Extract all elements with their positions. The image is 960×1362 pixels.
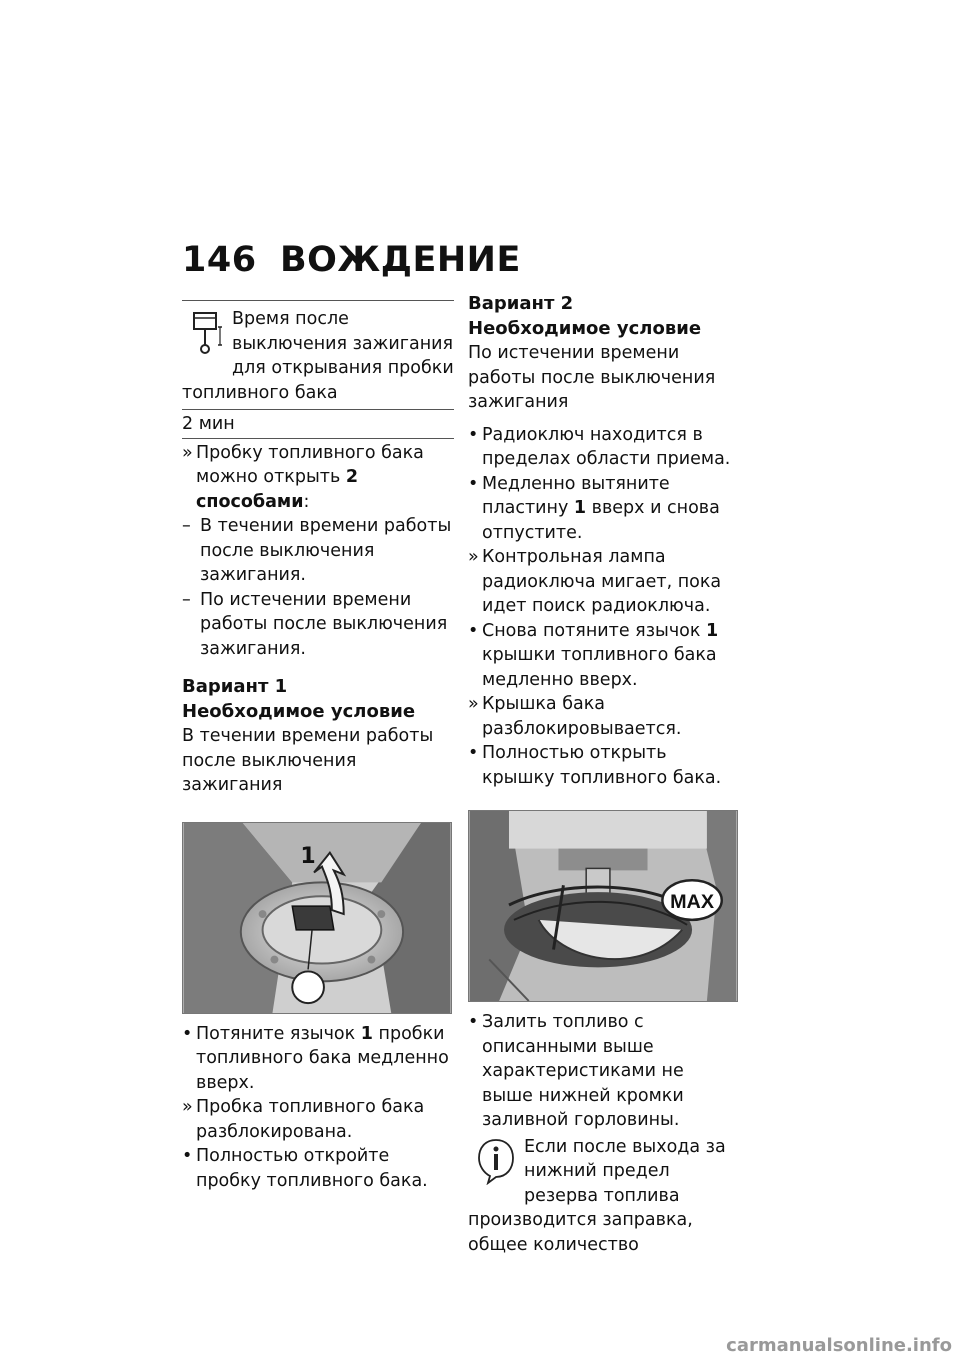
max-label: MAX <box>670 890 715 913</box>
variant-heading: Вариант 2 <box>468 293 574 314</box>
condition-heading: Необходимое условие <box>182 700 416 722</box>
result-arrow-icon: » <box>182 1097 193 1117</box>
list-item: • Потяните язычок 1 пробки топливного бака медленно вверх. <box>182 1023 449 1093</box>
list-item: » Контрольная лампа радиоключа мигает, пока идет поиск радиоключа. <box>468 547 722 616</box>
condition-text: По истечении времени работы после выключения зажигания <box>468 343 716 412</box>
fuel-filler-neck-photo <box>468 810 738 1002</box>
variant-heading: Вариант 1 <box>182 676 288 697</box>
result-arrow-icon: » <box>468 547 479 567</box>
info-note <box>468 1135 740 1258</box>
result-arrow-icon: » <box>468 694 479 714</box>
photo-callout-number: 1 <box>300 844 316 869</box>
list-item: • Медленно вытяните пластину 1 вверх и снова отпустите. <box>468 473 720 543</box>
section-title: ВОЖДЕНИЕ <box>280 240 521 280</box>
bullet-icon: • <box>468 473 479 494</box>
bullet-icon: • <box>468 620 479 641</box>
list-item: • Полностью откройте пробку топливного бака. <box>182 1146 428 1191</box>
time-note-text: Время после выключения зажигания для открывания пробки топливного бака <box>182 309 454 403</box>
list-item: » Крышка бака разблокировывается. <box>468 694 682 739</box>
page-header <box>182 240 521 280</box>
dash-bullet-icon: – <box>182 589 191 610</box>
result-arrow-icon: » <box>182 442 193 463</box>
page-number: 146 <box>182 240 257 280</box>
left-column <box>182 300 454 1193</box>
time-note-box <box>182 300 454 439</box>
right-column <box>468 292 740 1257</box>
bullet-icon: • <box>182 1023 193 1044</box>
bullet-icon: • <box>468 424 479 445</box>
dash-bullet-icon: – <box>182 516 191 536</box>
list-item: • Снова потяните язычок 1 крышки топливного бака медленно вверх. <box>468 620 719 690</box>
info-note-text: Если после выхода за нижний предел резерва топлива производится заправка, общее количество <box>468 1136 726 1255</box>
condition-text: В течении времени работы после выключения зажигания <box>182 726 434 795</box>
list-item: » Пробку топливного бака можно открыть 2 способами: <box>182 442 424 512</box>
list-item: – В течении времени работы после выключения зажигания. <box>182 516 452 585</box>
bullet-icon: • <box>468 1012 479 1032</box>
condition-heading: Необходимое условие <box>468 317 702 339</box>
engine-piston-icon <box>182 307 226 357</box>
footer-watermark: carmanualsonline.info <box>726 1335 952 1356</box>
bold-emphasis: 2 способами <box>196 467 359 512</box>
list-item: • Залить топливо с описанными выше характеристиками не выше нижней кромки заливной горловины. <box>468 1012 684 1130</box>
list-item: – По истечении времени работы после выключения зажигания. <box>182 589 448 659</box>
bullet-icon: • <box>182 1146 193 1166</box>
info-icon <box>476 1137 516 1185</box>
bullet-icon: • <box>468 743 479 763</box>
list-item: » Пробка топливного бака разблокирована. <box>182 1097 425 1142</box>
list-item: • Полностью открыть крышку топливного бака. <box>468 743 722 788</box>
time-note-value: 2 мин <box>182 409 454 438</box>
list-item: • Радиоключ находится в пределах области приема. <box>468 424 731 469</box>
